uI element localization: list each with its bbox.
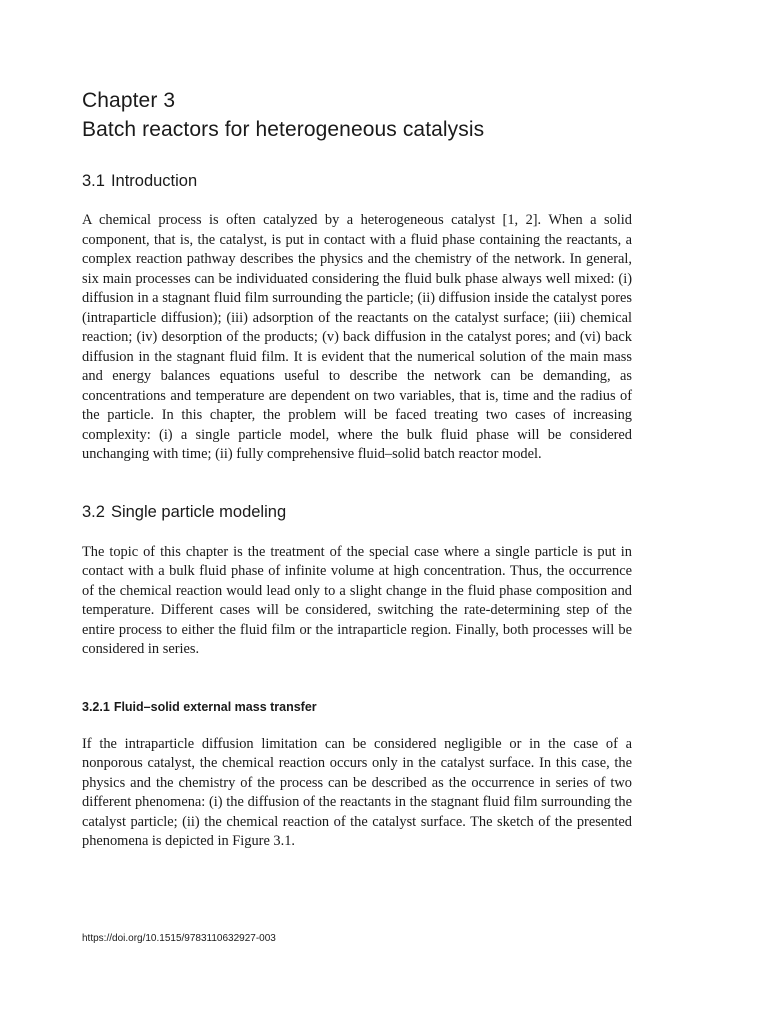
section-number: 3.1 [82,172,105,190]
section-heading-single-particle-modeling [82,503,632,522]
section-number: 3.2 [82,502,105,521]
chapter-number-label: Chapter 3 [82,89,176,112]
section-heading-introduction [82,172,632,191]
doi-link[interactable]: https://doi.org/10.1515/9783110632927-003 [82,933,276,944]
section-title: Introduction [110,172,198,190]
subsection-title: Fluid–solid external mass transfer [113,699,317,714]
chapter-heading [82,86,632,144]
introduction-paragraph: A chemical process is often catalyzed by a heterogeneous catalyst [1, 2]. When a solid component, that is, the catalyst, is put in contact with a fluid phase containing the reactants, a complex reaction pathway describes the physics and the chemistry of the network. In general, six main processes can be individuated considering the fluid bulk phase always well mixed: (i) diffusion in a stagnant fluid film surrounding the particle; (ii) diffusion inside the catalyst pores (intraparticle diffusion); (iii) adsorption of the reactants on the catalyst surface; (iii) chemical reaction; (iv) desorption of the products; (v) back diffusion in the catalyst pores; and (vi) back diffusion in the stagnant fluid film. It is evident that the numerical solution of the main mass and energy balances equations useful to describe the network can be demanding, as concentrations and temperature are dependent on two variables, that is, time and the radius of the particle. In this chapter, the problem will be faced treating two cases of increasing complexity: (i) a single particle model, where the bulk fluid phase will be considered unchanging with time; (ii) fully comprehensive fluid–solid batch reactor model. [82,212,632,462]
fluid-solid-paragraph: If the intraparticle diffusion limitation can be considered negligible or in the case of a nonporous catalyst, the chemical reaction occurs only in the catalyst surface. In this case, the physics and the chemistry of the process can be described as the occurrence in series of two different phenomena: (i) the diffusion of the reactants in the stagnant fluid film surrounding the catalyst particle; (ii) the chemical reaction of the catalyst surface. The sketch of the presented phenomena is depicted in Figure 3.1. [82,735,632,849]
subsection-heading-fluid-solid [82,700,632,714]
section-title: Single particle modeling [110,502,287,521]
subsection-number: 3.2.1 [82,699,110,714]
page-body [82,86,632,852]
single-particle-paragraph: The topic of this chapter is the treatment of the special case where a single particle is put in contact with a bulk fluid phase of infinite volume at high concentration. Thus, the occurrence of the chemical reaction would lead only to a slight change in the fluid phase composition and temperature. Different cases will be considered, switching the rate-determining step of the entire process to either the fluid film or the intraparticle region. Finally, both processes will be considered in series. [82,543,632,657]
chapter-title: Batch reactors for heterogeneous catalysis [82,118,485,141]
